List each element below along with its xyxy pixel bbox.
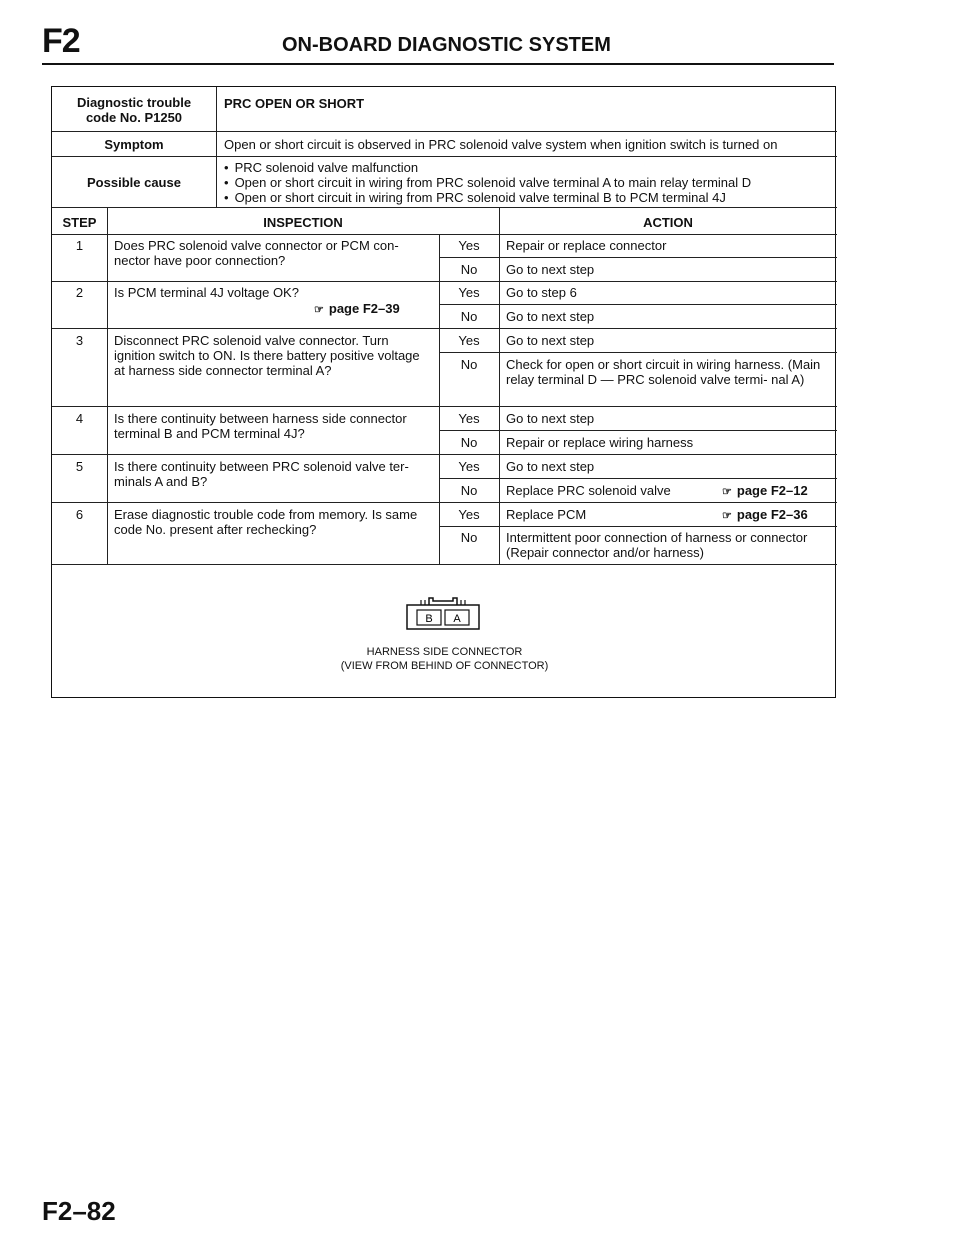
step-number: 4 <box>75 411 84 426</box>
divider <box>52 156 837 157</box>
terminal-b-label: B <box>425 613 433 625</box>
cause-item: • Open or short circuit in wiring from PRC solenoid valve terminal B to PCM terminal 4J <box>224 190 834 205</box>
connector-caption-line2: (VIEW FROM BEHIND OF CONNECTOR) <box>340 660 549 672</box>
action-header: ACTION <box>643 215 693 230</box>
terminal-a-label: A <box>453 613 461 625</box>
step-number: 3 <box>75 333 84 348</box>
inspection-text: Is there continuity between harness side connector terminal B and PCM terminal 4J? <box>114 411 407 441</box>
divider <box>439 430 837 431</box>
page-reference <box>314 301 400 318</box>
connector-caption <box>52 645 837 673</box>
divider <box>52 234 837 235</box>
action-text: Repair or replace connector <box>506 238 667 253</box>
possible-cause-label: Possible cause <box>87 175 181 190</box>
dtc-label-line2: code No. P1250 <box>85 110 183 125</box>
dtc-label <box>52 95 216 125</box>
action-text: Go to next step <box>506 333 595 348</box>
action-text: Go to next step <box>506 411 595 426</box>
inspection-text: Is there continuity between PRC solenoid valve ter- minals A and B? <box>114 459 409 489</box>
symptom-text: Open or short circuit is observed in PRC solenoid valve system when ignition switch is turned on <box>224 137 778 152</box>
divider <box>52 131 837 132</box>
divider <box>439 304 837 305</box>
yes-label: Yes <box>458 411 480 426</box>
diagnostic-sheet <box>51 86 836 698</box>
header-rule <box>42 63 834 65</box>
yes-label: Yes <box>458 285 480 300</box>
divider <box>52 454 837 455</box>
yes-label: Yes <box>458 238 480 253</box>
inspection-text: Disconnect PRC solenoid valve connector. Turn ignition switch to ON. Is there battery positive voltage at harness side connector terminal A? <box>114 333 420 378</box>
no-label: No <box>460 435 478 450</box>
divider <box>439 257 837 258</box>
action-text: Go to next step <box>506 309 595 324</box>
dtc-label-line1: Diagnostic trouble <box>76 95 192 110</box>
yes-label: Yes <box>458 507 480 522</box>
no-label: No <box>460 483 478 498</box>
inspection-header: INSPECTION <box>263 215 343 230</box>
yes-label: Yes <box>458 459 480 474</box>
no-label: No <box>460 262 478 277</box>
reference-pointer-icon: ☞ <box>722 510 732 522</box>
cause-item: • Open or short circuit in wiring from PRC solenoid valve terminal A to main relay terminal D <box>224 175 834 190</box>
divider <box>52 564 837 565</box>
action-text: Replace PRC solenoid valve <box>506 483 671 498</box>
divider <box>439 526 837 527</box>
step-number: 2 <box>75 285 84 300</box>
inspection-text: Does PRC solenoid valve connector or PCM con- nector have poor connection? <box>114 238 399 268</box>
action-text: Replace PCM <box>506 507 587 522</box>
page-reference-text: page F2–39 <box>328 301 400 316</box>
action-text: Go to next step <box>506 459 595 474</box>
divider <box>52 207 837 208</box>
no-label: No <box>460 309 478 324</box>
divider <box>107 207 108 564</box>
page-reference-text: page F2–12 <box>736 483 808 498</box>
cause-list <box>224 160 834 205</box>
yes-label: Yes <box>458 333 480 348</box>
inspection-text: Erase diagnostic trouble code from memory. Is same code No. present after rechecking? <box>114 507 418 537</box>
page-reference-text: page F2–36 <box>736 507 808 522</box>
divider <box>52 502 837 503</box>
no-label: No <box>460 357 478 372</box>
connector-caption-line1: HARNESS SIDE CONNECTOR <box>366 646 523 658</box>
divider <box>439 352 837 353</box>
page-title: ON-BOARD DIAGNOSTIC SYSTEM <box>282 34 611 56</box>
inspection-text: Is PCM terminal 4J voltage OK? <box>114 285 299 300</box>
reference-pointer-icon: ☞ <box>314 304 324 316</box>
action-text: Repair or replace wiring harness <box>506 435 694 450</box>
divider <box>216 87 217 207</box>
reference-pointer-icon: ☞ <box>722 486 732 498</box>
page-reference <box>722 483 808 500</box>
action-text: Intermittent poor connection of harness or connector (Repair connector and/or harness) <box>506 530 808 560</box>
step-header: STEP <box>62 215 97 230</box>
symptom-label: Symptom <box>104 137 164 152</box>
section-code: F2 <box>42 22 80 60</box>
divider <box>439 478 837 479</box>
cause-item: • PRC solenoid valve malfunction <box>224 160 834 175</box>
divider <box>52 281 837 282</box>
connector-lock-tab <box>429 598 457 605</box>
divider <box>52 406 837 407</box>
step-number: 6 <box>75 507 84 522</box>
no-label: No <box>460 530 478 545</box>
divider <box>499 207 500 564</box>
action-text: Go to step 6 <box>506 285 577 300</box>
step-number: 1 <box>75 238 84 253</box>
dtc-value: PRC OPEN OR SHORT <box>224 96 365 111</box>
action-text: Go to next step <box>506 262 595 277</box>
step-number: 5 <box>75 459 84 474</box>
harness-connector-diagram <box>403 593 483 633</box>
page-number: F2–82 <box>42 1196 116 1226</box>
divider <box>52 328 837 329</box>
page-reference <box>722 507 808 524</box>
action-text: Check for open or short circuit in wiring harness. (Main relay terminal D — PRC solenoid valve termi- nal A) <box>506 357 821 387</box>
